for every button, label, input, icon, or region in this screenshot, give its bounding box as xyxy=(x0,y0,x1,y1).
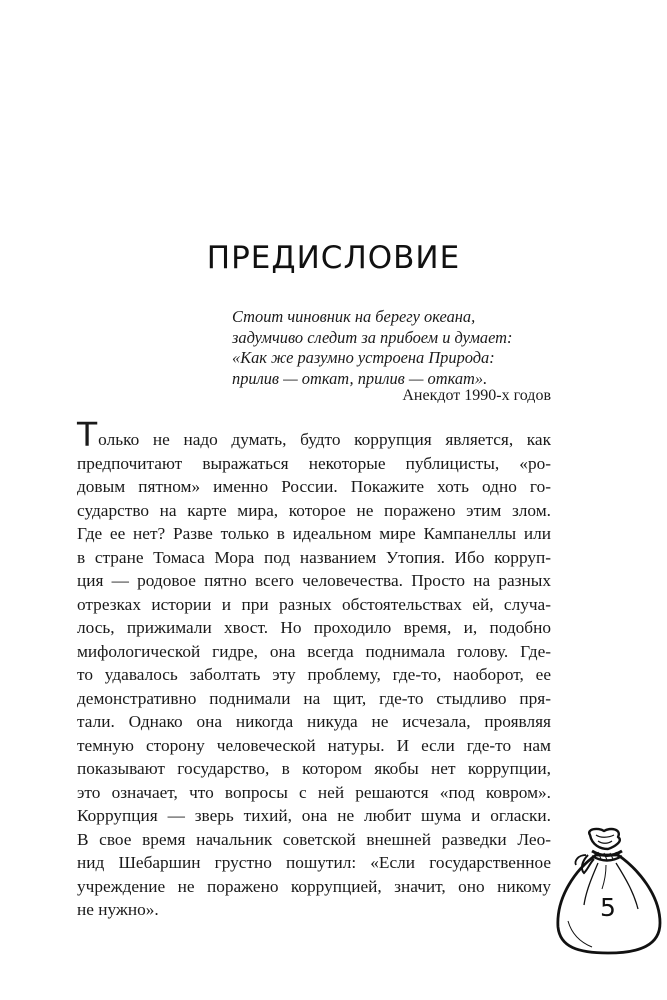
body-line: нид Шебаршин грустно пошутил: «Если государственное xyxy=(77,853,551,872)
epigraph-source: Анекдот 1990-х годов xyxy=(402,387,551,404)
epigraph-line: Стоит чиновник на берегу океана, xyxy=(232,307,476,326)
body-line: темную сторону человеческой натуры. И если где-то нам xyxy=(77,735,551,755)
epigraph-line: прилив — откат, прилив — откат». xyxy=(232,368,488,388)
body-line: не нужно». xyxy=(77,900,159,919)
epigraph-line: задумчиво следит за прибоем и думает: xyxy=(232,327,513,347)
body-line: демонстративно поднимали на щит, где-то стыдливо пря- xyxy=(77,688,551,708)
drop-cap: Т xyxy=(77,415,98,454)
body-line: мифологической гидре, она всегда поднимала голову. Где- xyxy=(77,641,551,661)
body-line: сударство на карте мира, которое не поражено этим злом. xyxy=(77,500,551,520)
body-line: учреждение не поражено коррупцией, значит, оно никому xyxy=(77,876,551,896)
body-line: Где ее нет? Разве только в идеальном мире Кампанеллы или xyxy=(77,524,551,543)
chapter-title: ПРЕДИСЛОВИЕ xyxy=(206,240,461,276)
body-line xyxy=(77,415,551,454)
body-line: лось, прижимали хвост. Но проходило время, и, подобно xyxy=(77,618,551,637)
body-line: это означает, что вопросы с ней решаются «под ковром». xyxy=(77,782,551,802)
money-bag-icon xyxy=(552,825,664,955)
body-line: Коррупция — зверь тихий, она не любит шума и огласки. xyxy=(77,806,551,825)
body-line: В свое время начальник советской внешней разведки Лео- xyxy=(77,829,551,849)
body-line: предпочитают выражаться некоторые публицисты, «ро- xyxy=(77,453,551,473)
body-line: довым пятном» именно России. Покажите хоть одно го- xyxy=(77,477,551,496)
body-line: ция — родовое пятно всего человечества. Просто на разных xyxy=(77,571,551,590)
page-number: 5 xyxy=(600,893,616,922)
first-line-text: олько не надо думать, будто коррупция является, как xyxy=(98,430,551,449)
epigraph xyxy=(232,307,552,389)
body-text xyxy=(77,415,551,922)
body-line: показывают государство, в котором якобы нет коррупции, xyxy=(77,759,551,778)
body-line: отрезках истории и при разных обстоятельствах ей, случа- xyxy=(77,594,551,614)
body-line: в стране Томаса Мора под названием Утопия. Ибо корруп- xyxy=(77,547,551,567)
body-line: то удавалось заболтать эту проблему, где-то, наоборот, ее xyxy=(77,665,551,684)
epigraph-line: «Как же разумно устроена Природа: xyxy=(232,348,495,367)
body-line: тали. Однако она никогда никуда не исчезала, проявляя xyxy=(77,712,551,731)
